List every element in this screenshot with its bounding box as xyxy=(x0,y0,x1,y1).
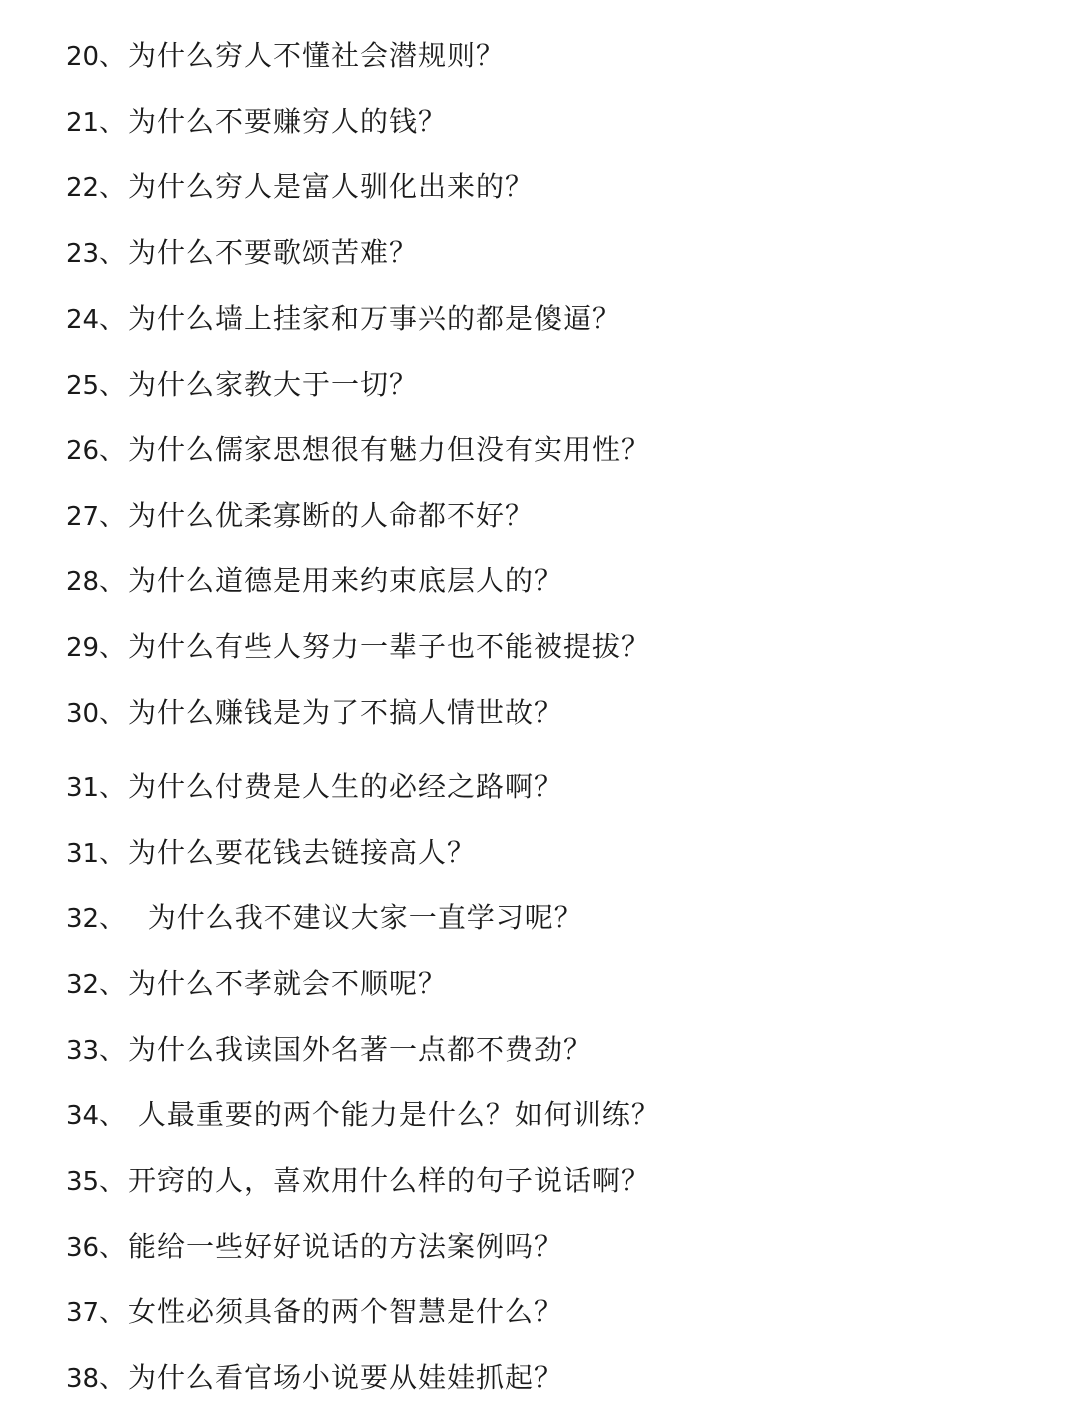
item-number: 33、 xyxy=(66,1036,126,1066)
list-item xyxy=(66,299,621,339)
list-item xyxy=(66,496,534,536)
list-item xyxy=(66,833,476,873)
list-item xyxy=(66,964,447,1004)
list-item xyxy=(66,233,418,273)
item-text: 为什么我读国外名著一点都不费劲？ xyxy=(128,1033,593,1066)
item-number: 36、 xyxy=(66,1233,126,1263)
list-item xyxy=(66,430,650,470)
list-item xyxy=(66,898,583,938)
list-item xyxy=(66,365,418,405)
item-number: 28、 xyxy=(66,567,126,597)
item-text: 为什么穷人不懂社会潜规则？ xyxy=(128,39,506,72)
list-item xyxy=(66,767,563,807)
item-text: 为什么墙上挂家和万事兴的都是傻逼？ xyxy=(128,302,622,335)
item-number: 38、 xyxy=(66,1364,126,1394)
item-number: 24、 xyxy=(66,305,126,335)
item-number: 21、 xyxy=(66,108,126,138)
list-item xyxy=(66,1095,660,1135)
item-text: 为什么看官场小说要从娃娃抓起？ xyxy=(128,1361,564,1394)
item-number: 23、 xyxy=(66,239,126,269)
item-number: 22、 xyxy=(66,173,126,203)
item-text: 为什么不孝就会不顺呢？ xyxy=(128,967,448,1000)
list-item xyxy=(66,1161,650,1201)
item-number: 25、 xyxy=(66,371,126,401)
item-number: 30、 xyxy=(66,699,126,729)
item-text: 为什么家教大于一切？ xyxy=(128,368,419,401)
item-text: 能给一些好好说话的方法案例吗？ xyxy=(128,1230,564,1263)
item-number: 34、 xyxy=(66,1101,126,1131)
item-text: 为什么穷人是富人驯化出来的？ xyxy=(128,170,535,203)
item-number: 29、 xyxy=(66,633,126,663)
item-text: 为什么不要赚穷人的钱？ xyxy=(128,105,448,138)
list-item xyxy=(66,693,563,733)
list-item xyxy=(66,1227,563,1267)
item-text: 女性必须具备的两个智慧是什么？ xyxy=(128,1295,564,1328)
item-number: 31、 xyxy=(66,839,126,869)
list-item xyxy=(66,1030,592,1070)
item-text: 为什么我不建议大家一直学习呢？ xyxy=(128,901,583,934)
item-number: 37、 xyxy=(66,1298,126,1328)
item-text: 人最重要的两个能力是什么？如何训练？ xyxy=(128,1098,660,1131)
list-item xyxy=(66,627,650,667)
list-item xyxy=(66,1358,563,1398)
list-item xyxy=(66,167,534,207)
list-item xyxy=(66,1292,563,1332)
item-text: 为什么儒家思想很有魅力但没有实用性？ xyxy=(128,433,651,466)
item-text: 为什么优柔寡断的人命都不好？ xyxy=(128,499,535,532)
item-number: 35、 xyxy=(66,1167,126,1197)
item-text: 为什么赚钱是为了不搞人情世故？ xyxy=(128,696,564,729)
item-text: 为什么付费是人生的必经之路啊？ xyxy=(128,770,564,803)
item-number: 32、 xyxy=(66,970,126,1000)
item-text: 为什么要花钱去链接高人？ xyxy=(128,836,477,869)
item-number: 20、 xyxy=(66,42,126,72)
item-text: 为什么不要歌颂苦难？ xyxy=(128,236,419,269)
item-text: 为什么道德是用来约束底层人的？ xyxy=(128,564,564,597)
item-number: 27、 xyxy=(66,502,126,532)
item-text: 开窍的人，喜欢用什么样的句子说话啊？ xyxy=(128,1164,651,1197)
item-text: 为什么有些人努力一辈子也不能被提拔？ xyxy=(128,630,651,663)
list-item xyxy=(66,36,505,76)
item-number: 26、 xyxy=(66,436,126,466)
list-item xyxy=(66,561,563,601)
item-number: 32、 xyxy=(66,904,126,934)
list-item xyxy=(66,102,447,142)
item-number: 31、 xyxy=(66,773,126,803)
